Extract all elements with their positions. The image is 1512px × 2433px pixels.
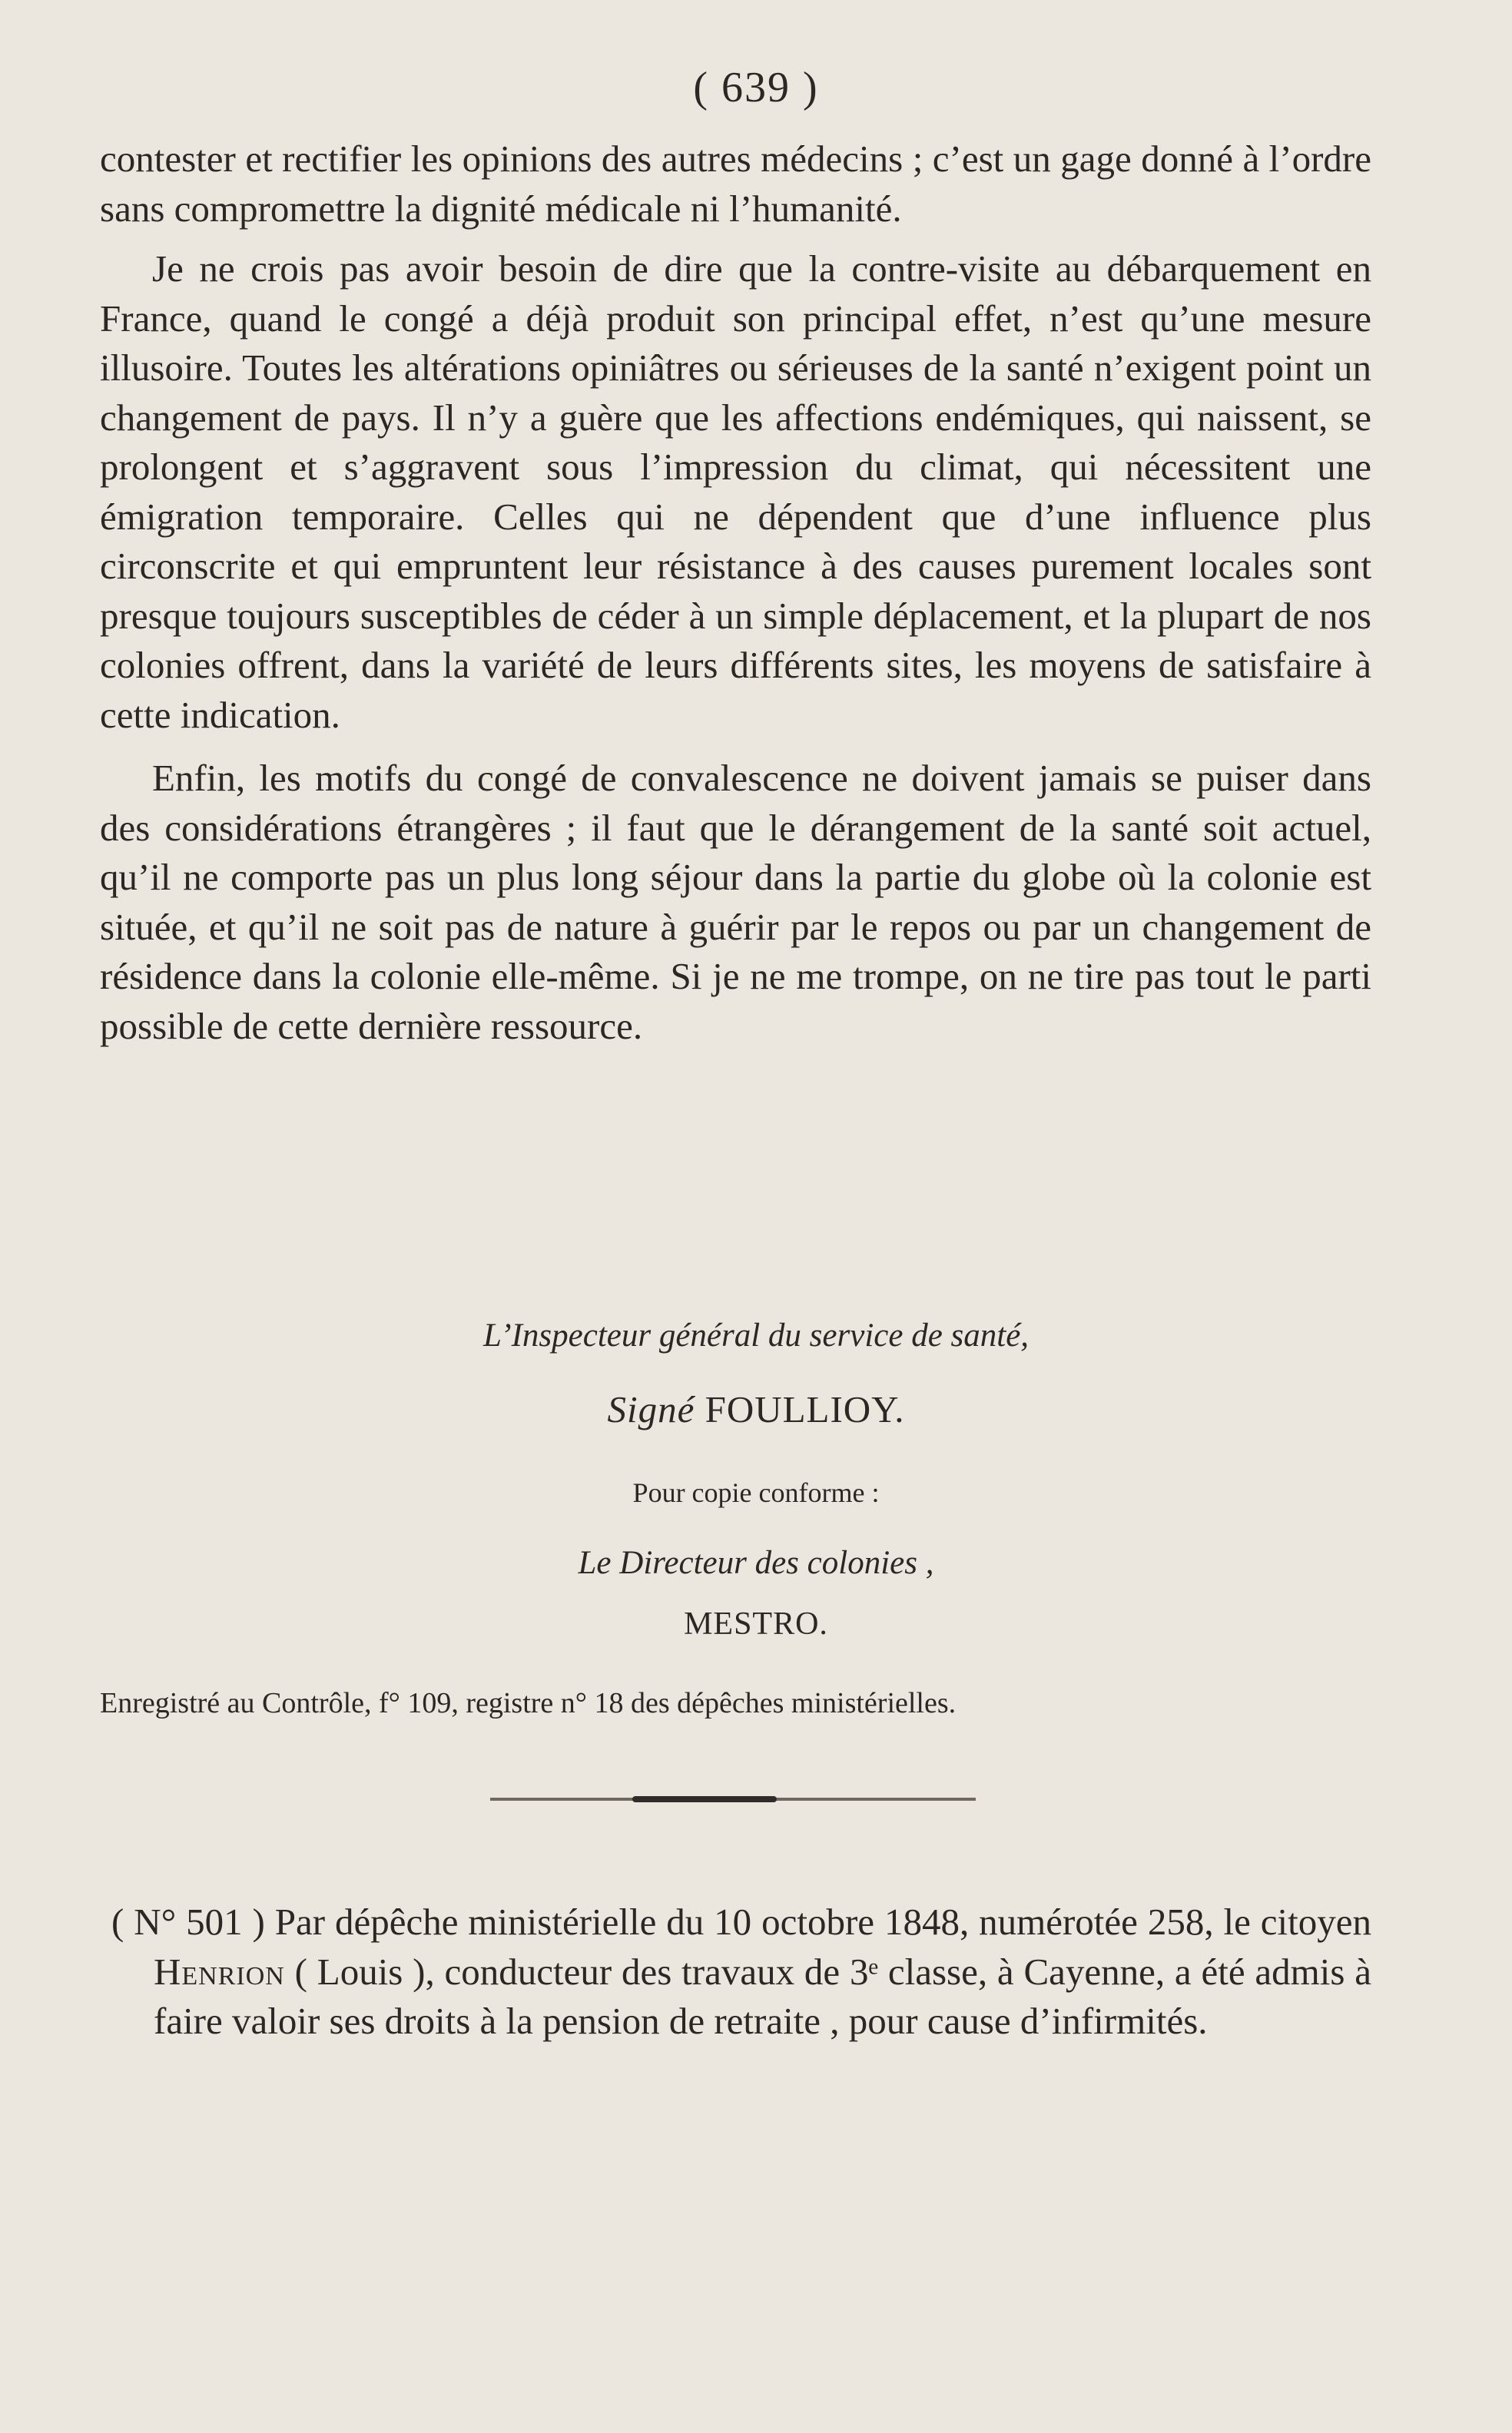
signature-prefix: Signé [607, 1388, 695, 1430]
paragraph-1: Je ne crois pas avoir besoin de dire que la contre-visite au débarquement en France, quand le congé a déjà produit son principal effet, n’est qu’une mesure illusoire. Toutes les altérations opiniâtres ou sérieuses de la santé n’exigent point un changement de pays. Il n’y a guère que les affections endémiques, qui naissent, se prolongent et s’aggravent sous l’impression du climat, qui nécessitent une émigration temporaire. Celles qui ne dépendent que d’une influence plus circonscrite et qui empruntent leur résistance à des causes purement locales sont presque toujours susceptibles de céder à un simple déplacement, et la plupart de nos colonies offrent, dans la variété de leurs différents sites, les moyens de satisfaire à cette indication. [100, 247, 1371, 736]
decree-person: Henrion [154, 1950, 285, 1993]
copy-note: Pour copie conforme : [632, 1477, 880, 1508]
decree-end: ( Louis ), conducteur des travaux de 3ᵉ classe, à Cayenne, a été admis à faire valoir ses droits à la pension de retraite , pour cause d’infirmités. [154, 1950, 1371, 2042]
body-text [100, 134, 1371, 1051]
signature-title: L’Inspecteur général du service de santé, [482, 1318, 1030, 1354]
page-number: ( 639 ) [693, 64, 819, 111]
signature-name: FOULLIOY. [705, 1388, 905, 1430]
section-divider [490, 1798, 976, 1801]
decree-entry [108, 1898, 1371, 2047]
decree-start: ( N° 501 ) Par dépêche ministérielle du 10 octobre 1848, numérotée 258, le citoyen [111, 1901, 1371, 1943]
director-title: Le Directeur des colonies , [578, 1545, 934, 1581]
director-name: MESTRO. [684, 1606, 828, 1642]
decree-paragraph [108, 1898, 1371, 2047]
paragraph-2: Enfin, les motifs du congé de convalescence ne doivent jamais se puiser dans des considérations étrangères ; il faut que le dérangement de la santé soit actuel, qu’il ne comporte pas un plus long séjour dans la partie du globe où la colonie est située, et qu’il ne soit pas de nature à guérir par le repos ou par un changement de résidence dans la colonie elle-même. Si je ne me trompe, on ne tire pas tout le parti possible de cette dernière ressource. [100, 757, 1371, 1047]
intro-paragraph: contester et rectifier les opinions des autres médecins ; c’est un gage donné à l’ordre sans compromettre la dignité médicale ni l’humanité. [100, 138, 1371, 230]
registry-note: Enregistré au Contrôle, f° 109, registre n° 18 des dépêches ministérielles. [100, 1687, 957, 1719]
signature-line [0, 1387, 1512, 1431]
